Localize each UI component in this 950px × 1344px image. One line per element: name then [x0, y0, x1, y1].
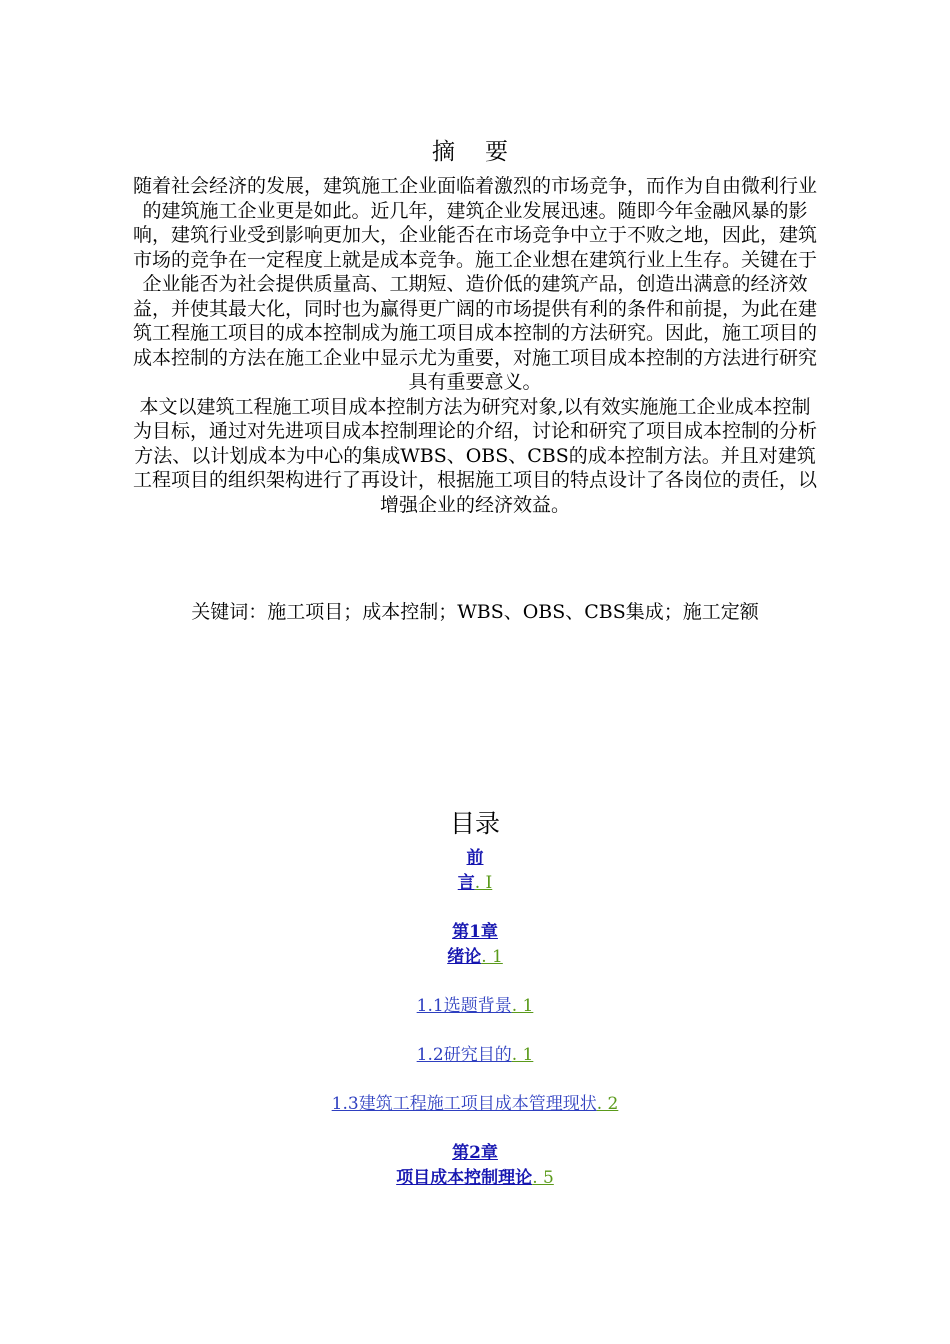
toc-entry-section-1-3 [0, 1092, 950, 1117]
toc-link-preface-line1[interactable]: 前 [466, 848, 484, 868]
abstract-title: 摘要 [432, 139, 538, 165]
toc-entry-chapter-1 [0, 920, 950, 970]
toc-link-chapter-2-title[interactable]: 项目成本控制理论 [396, 1168, 533, 1188]
toc-link-chapter-1-number[interactable]: 第1章 [452, 922, 498, 942]
toc-link-section-1-3[interactable]: 1.3建筑工程施工项目成本管理现状 [331, 1094, 597, 1114]
toc-title: 目录 [449, 809, 500, 838]
abstract-body [130, 174, 820, 517]
toc-entry-section-1-1 [0, 994, 950, 1019]
toc-page-number[interactable]: . 1 [481, 947, 503, 967]
toc-link-preface-line2[interactable]: 言 [457, 873, 475, 893]
toc-page-number[interactable]: . I [474, 873, 493, 893]
toc-link-chapter-2-number[interactable]: 第2章 [452, 1143, 498, 1163]
toc-link-section-1-1[interactable]: 1.1选题背景 [416, 996, 512, 1016]
toc-page-number[interactable]: . 1 [511, 996, 534, 1016]
toc-page-number[interactable]: . 5 [532, 1168, 554, 1188]
table-of-contents [0, 846, 950, 1215]
toc-entry-chapter-2 [0, 1141, 950, 1191]
abstract-paragraph-2: 本文以建筑工程施工项目成本控制方法为研究对象,以有效实施施工企业成本控制为目标，通过对先进项目成本控制理论的介绍，讨论和研究了项目成本控制的分析方法、以计划成本为中心的集成WBS、OBS、CBS的成本控制方法。并且对建筑工程项目的组织架构进行了再设计，根据施工项目的特点设计了各岗位的责任，以增强企业的经济效益。 [132, 395, 817, 516]
toc-entry-section-1-2 [0, 1043, 950, 1068]
abstract-keywords: 关键词：施工项目；成本控制；WBS、OBS、CBS集成；施工定额 [191, 601, 759, 623]
abstract-paragraph-1: 随着社会经济的发展，建筑施工企业面临着激烈的市场竞争，而作为自由微利行业的建筑施工企业更是如此。近几年，建筑企业发展迅速。随即今年金融风暴的影响，建筑行业受到影响更加大，企业能否在市场竞争中立于不败之地，因此，建筑市场的竞争在一定程度上就是成本竞争。施工企业想在建筑行业上生存。关键在于企业能否为社会提供质量高、工期短、造价低的建筑产品，创造出满意的经济效益，并使其最大化，同时也为赢得更广阔的市场提供有利的条件和前提，为此在建筑工程施工项目的成本控制成为施工项目成本控制的方法研究。因此，施工项目的成本控制的方法在施工企业中显示尤为重要，对施工项目成本控制的方法进行研究具有重要意义。 [132, 175, 817, 393]
toc-link-section-1-2[interactable]: 1.2研究目的 [416, 1045, 512, 1065]
toc-entry-preface [0, 846, 950, 896]
toc-link-chapter-1-title[interactable]: 绪论 [447, 947, 482, 967]
toc-page-number[interactable]: . 2 [596, 1094, 619, 1114]
toc-page-number[interactable]: . 1 [511, 1045, 534, 1065]
